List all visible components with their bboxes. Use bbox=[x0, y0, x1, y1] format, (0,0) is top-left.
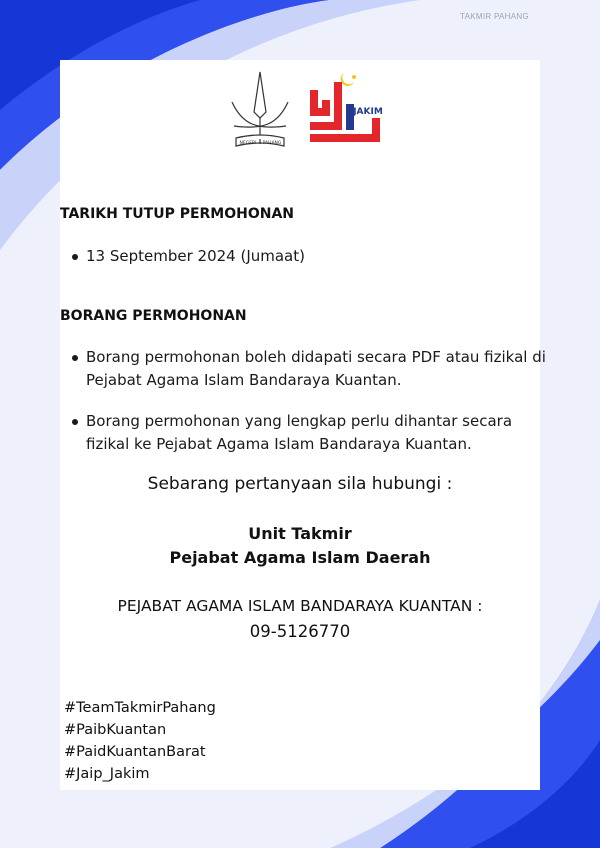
hashtag: #Jaip_Jakim bbox=[64, 766, 150, 782]
pahang-crest-icon bbox=[232, 72, 288, 146]
hashtag: #PaibKuantan bbox=[64, 722, 167, 738]
crest-scroll-left: NEGERI bbox=[239, 141, 257, 146]
crest-scroll-right: PAHANG bbox=[262, 141, 282, 146]
closing-date-heading: TARIKH TUTUP PERMOHONAN bbox=[60, 206, 295, 222]
contact-intro: Sebarang pertanyaan sila hubungi : bbox=[147, 474, 453, 494]
bullet-icon bbox=[72, 419, 78, 425]
jakim-label: JAKIM bbox=[353, 107, 383, 117]
logos bbox=[226, 68, 386, 156]
closing-date-text: 13 September 2024 (Jumaat) bbox=[86, 247, 305, 265]
bullet-icon bbox=[72, 254, 78, 260]
hashtag: #TeamTakmirPahang bbox=[64, 700, 216, 716]
bullet-icon bbox=[72, 355, 78, 361]
list-item bbox=[60, 346, 546, 392]
office-phone: 09-5126770 bbox=[249, 622, 351, 641]
contact-unit: Unit Takmir bbox=[248, 524, 352, 543]
office-name: PEJABAT AGAMA ISLAM BANDARAYA KUANTAN : bbox=[117, 597, 483, 615]
hashtag-list bbox=[64, 697, 216, 785]
hashtag: #PaidKuantanBarat bbox=[64, 744, 206, 760]
list-item bbox=[60, 410, 546, 456]
form-submission-text: Borang permohonan yang lengkap perlu dihantar secara fizikal ke Pejabat Agama Islam Bandaraya Kuantan. bbox=[86, 412, 513, 453]
form-heading: BORANG PERMOHONAN bbox=[60, 308, 247, 324]
brand-label: TAKMIR PAHANG bbox=[460, 12, 529, 21]
notice-card bbox=[60, 60, 546, 790]
list-item bbox=[60, 245, 546, 268]
form-availability-text: Borang permohonan boleh didapati secara PDF atau fizikal di Pejabat Agama Islam Bandaraya Kuantan. bbox=[86, 348, 546, 389]
contact-office: Pejabat Agama Islam Daerah bbox=[169, 548, 431, 567]
